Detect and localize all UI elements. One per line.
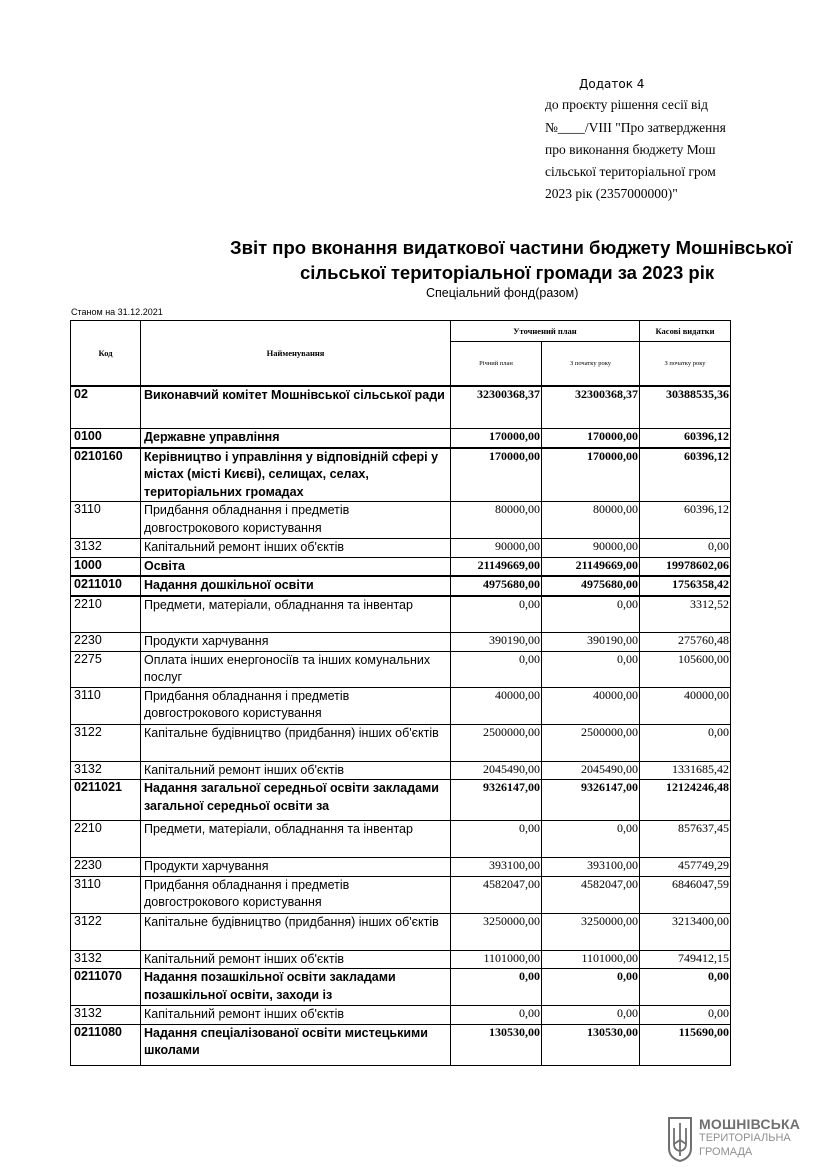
- cell-cash-ytd: 749412,15: [640, 950, 731, 969]
- cell-code: 02: [71, 386, 141, 429]
- col-header-name: Найменування: [141, 321, 451, 386]
- cell-code: 0211070: [71, 969, 141, 1006]
- cell-annual-plan: 4975680,00: [451, 576, 542, 596]
- table-row: [71, 596, 731, 633]
- table-row: [71, 1006, 731, 1025]
- cell-name: Капітальний ремонт інших об'єктів: [141, 950, 451, 969]
- cell-code: 3132: [71, 1006, 141, 1025]
- cell-name: Надання дошкільної освіти: [141, 576, 451, 596]
- cell-plan-ytd: 80000,00: [542, 502, 640, 539]
- report-subtitle: Спеціальний фонд(разом): [426, 286, 579, 300]
- header-reference-line-5: 2023 рік (2357000000)": [545, 186, 678, 201]
- cell-plan-ytd: 0,00: [542, 1006, 640, 1025]
- cell-name: Капітальний ремонт інших об'єктів: [141, 539, 451, 558]
- cell-name: Придбання обладнання і предметів довгострокового користування: [141, 502, 451, 539]
- cell-annual-plan: 0,00: [451, 821, 542, 858]
- cell-cash-ytd: 1756358,42: [640, 576, 731, 596]
- cell-annual-plan: 32300368,37: [451, 386, 542, 429]
- addendum-number: Додаток 4: [579, 77, 645, 91]
- table-row: [71, 1024, 731, 1065]
- cell-cash-ytd: 19978602,06: [640, 557, 731, 576]
- cell-name: Придбання обладнання і предметів довгострокового користування: [141, 876, 451, 913]
- cell-plan-ytd: 0,00: [542, 651, 640, 687]
- cell-cash-ytd: 40000,00: [640, 687, 731, 724]
- cell-name: Продукти харчування: [141, 633, 451, 652]
- col-header-code: Код: [71, 321, 141, 386]
- cell-code: 3122: [71, 913, 141, 950]
- cell-code: 0211080: [71, 1024, 141, 1065]
- table-body: [71, 386, 731, 1066]
- cell-annual-plan: 170000,00: [451, 448, 542, 502]
- cell-cash-ytd: 12124246,48: [640, 780, 731, 821]
- cell-code: 0211021: [71, 780, 141, 821]
- col-header-cash-ytd: З початку року: [640, 342, 731, 386]
- table-row: [71, 821, 731, 858]
- cell-name: Предмети, матеріали, обладнання та інвентар: [141, 821, 451, 858]
- cell-annual-plan: 390190,00: [451, 633, 542, 652]
- cell-annual-plan: 170000,00: [451, 429, 542, 448]
- cell-cash-ytd: 3312,52: [640, 596, 731, 633]
- cell-annual-plan: 393100,00: [451, 858, 542, 877]
- cell-code: 3110: [71, 687, 141, 724]
- cell-plan-ytd: 130530,00: [542, 1024, 640, 1065]
- header-reference-line-1: до проєкту рішення сесії від: [545, 97, 709, 112]
- community-logo: [667, 1116, 817, 1164]
- cell-annual-plan: 90000,00: [451, 539, 542, 558]
- cell-name: Капітальний ремонт інших об'єктів: [141, 1006, 451, 1025]
- header-reference-line-3: про виконання бюджету Мош: [545, 142, 716, 157]
- cell-annual-plan: 130530,00: [451, 1024, 542, 1065]
- cell-name: Керівництво і управління у відповідній сфері у містах (місті Києві), селищах, селах, територіальних громадах: [141, 448, 451, 502]
- cell-cash-ytd: 0,00: [640, 724, 731, 761]
- table-row: [71, 876, 731, 913]
- table-row: [71, 858, 731, 877]
- table-row: [71, 633, 731, 652]
- expenditure-table: [70, 320, 731, 1066]
- cell-cash-ytd: 60396,12: [640, 429, 731, 448]
- cell-name: Оплата інших енергоносіїв та інших комунальних послуг: [141, 651, 451, 687]
- cell-name: Надання спеціалізованої освіти мистецькими школами: [141, 1024, 451, 1065]
- cell-name: Предмети, матеріали, обладнання та інвентар: [141, 596, 451, 633]
- cell-code: 0100: [71, 429, 141, 448]
- cell-code: 2275: [71, 651, 141, 687]
- cell-plan-ytd: 3250000,00: [542, 913, 640, 950]
- table-row: [71, 429, 731, 448]
- cell-cash-ytd: 0,00: [640, 1006, 731, 1025]
- cell-annual-plan: 80000,00: [451, 502, 542, 539]
- cell-plan-ytd: 2045490,00: [542, 761, 640, 780]
- cell-cash-ytd: 275760,48: [640, 633, 731, 652]
- cell-name: Виконавчий комітет Мошнівської сільської ради: [141, 386, 451, 429]
- table-row: [71, 687, 731, 724]
- cell-annual-plan: 0,00: [451, 969, 542, 1006]
- cell-name: Придбання обладнання і предметів довгострокового користування: [141, 687, 451, 724]
- table-row: [71, 502, 731, 539]
- report-title-line-2: сільської територіальної громади за 2023 рік: [300, 262, 715, 283]
- cell-code: 0210160: [71, 448, 141, 502]
- trident-icon: [667, 1116, 693, 1162]
- cell-name: Капітальне будівництво (придбання) інших об'єктів: [141, 724, 451, 761]
- cell-cash-ytd: 105600,00: [640, 651, 731, 687]
- logo-text-line-1: МОШНІВСЬКА: [699, 1116, 801, 1132]
- col-header-plan-ytd: З початку року: [542, 342, 640, 386]
- cell-annual-plan: 1101000,00: [451, 950, 542, 969]
- cell-code: 2230: [71, 858, 141, 877]
- table-row: [71, 386, 731, 429]
- cell-plan-ytd: 21149669,00: [542, 557, 640, 576]
- cell-plan-ytd: 390190,00: [542, 633, 640, 652]
- cell-cash-ytd: 30388535,36: [640, 386, 731, 429]
- logo-text-line-3: ГРОМАДА: [699, 1146, 753, 1158]
- cell-cash-ytd: 115690,00: [640, 1024, 731, 1065]
- cell-code: 3132: [71, 539, 141, 558]
- cell-code: 3122: [71, 724, 141, 761]
- cell-code: 3132: [71, 950, 141, 969]
- cell-cash-ytd: 60396,12: [640, 448, 731, 502]
- cell-cash-ytd: 457749,29: [640, 858, 731, 877]
- table-row: [71, 950, 731, 969]
- cell-name: Державне управління: [141, 429, 451, 448]
- cell-cash-ytd: 0,00: [640, 539, 731, 558]
- cell-plan-ytd: 170000,00: [542, 448, 640, 502]
- cell-plan-ytd: 32300368,37: [542, 386, 640, 429]
- cell-name: Капітальне будівництво (придбання) інших об'єктів: [141, 913, 451, 950]
- cell-code: 1000: [71, 557, 141, 576]
- cell-plan-ytd: 0,00: [542, 969, 640, 1006]
- table-row: [71, 724, 731, 761]
- cell-annual-plan: 21149669,00: [451, 557, 542, 576]
- cell-annual-plan: 0,00: [451, 651, 542, 687]
- cell-plan-ytd: 90000,00: [542, 539, 640, 558]
- cell-cash-ytd: 1331685,42: [640, 761, 731, 780]
- cell-annual-plan: 0,00: [451, 1006, 542, 1025]
- cell-cash-ytd: 60396,12: [640, 502, 731, 539]
- header-reference-line-4: сільської територіальної гром: [545, 164, 716, 179]
- cell-plan-ytd: 0,00: [542, 596, 640, 633]
- cell-code: 0211010: [71, 576, 141, 596]
- cell-code: 3110: [71, 876, 141, 913]
- cell-annual-plan: 9326147,00: [451, 780, 542, 821]
- header-reference-line-2: №____/VIII "Про затвердження: [545, 120, 726, 135]
- cell-plan-ytd: 170000,00: [542, 429, 640, 448]
- cell-annual-plan: 4582047,00: [451, 876, 542, 913]
- table-row: [71, 761, 731, 780]
- table-row: [71, 557, 731, 576]
- cell-name: Надання позашкільної освіти закладами позашкільної освіти, заходи із: [141, 969, 451, 1006]
- cell-plan-ytd: 2500000,00: [542, 724, 640, 761]
- cell-name: Освіта: [141, 557, 451, 576]
- table-row: [71, 780, 731, 821]
- cell-cash-ytd: 857637,45: [640, 821, 731, 858]
- table-row: [71, 913, 731, 950]
- cell-plan-ytd: 0,00: [542, 821, 640, 858]
- col-header-plan: Уточнений план: [451, 321, 640, 342]
- cell-name: Надання загальної середньої освіти закладами загальної середньої освіти за: [141, 780, 451, 821]
- cell-annual-plan: 2045490,00: [451, 761, 542, 780]
- report-title-line-1: Звіт про вконання видаткової частини бюджету Мошнівської: [230, 237, 793, 258]
- cell-annual-plan: 0,00: [451, 596, 542, 633]
- cell-code: 3132: [71, 761, 141, 780]
- cell-plan-ytd: 4975680,00: [542, 576, 640, 596]
- as-of-date: Станом на 31.12.2021: [71, 307, 163, 317]
- cell-plan-ytd: 393100,00: [542, 858, 640, 877]
- table-row: [71, 448, 731, 502]
- cell-name: Продукти харчування: [141, 858, 451, 877]
- col-header-annual-plan: Річний план: [451, 342, 542, 386]
- logo-text-line-2: ТЕРИТОРІАЛЬНА: [699, 1132, 791, 1144]
- cell-code: 2210: [71, 596, 141, 633]
- cell-code: 2210: [71, 821, 141, 858]
- cell-plan-ytd: 4582047,00: [542, 876, 640, 913]
- cell-cash-ytd: 6846047,59: [640, 876, 731, 913]
- cell-plan-ytd: 40000,00: [542, 687, 640, 724]
- cell-cash-ytd: 0,00: [640, 969, 731, 1006]
- table-row: [71, 539, 731, 558]
- cell-code: 3110: [71, 502, 141, 539]
- cell-plan-ytd: 9326147,00: [542, 780, 640, 821]
- cell-annual-plan: 3250000,00: [451, 913, 542, 950]
- cell-annual-plan: 2500000,00: [451, 724, 542, 761]
- table-row: [71, 576, 731, 596]
- col-header-cash: Касові видатки: [640, 321, 731, 342]
- cell-annual-plan: 40000,00: [451, 687, 542, 724]
- table-row: [71, 651, 731, 687]
- cell-plan-ytd: 1101000,00: [542, 950, 640, 969]
- cell-code: 2230: [71, 633, 141, 652]
- cell-cash-ytd: 3213400,00: [640, 913, 731, 950]
- table-row: [71, 969, 731, 1006]
- cell-name: Капітальний ремонт інших об'єктів: [141, 761, 451, 780]
